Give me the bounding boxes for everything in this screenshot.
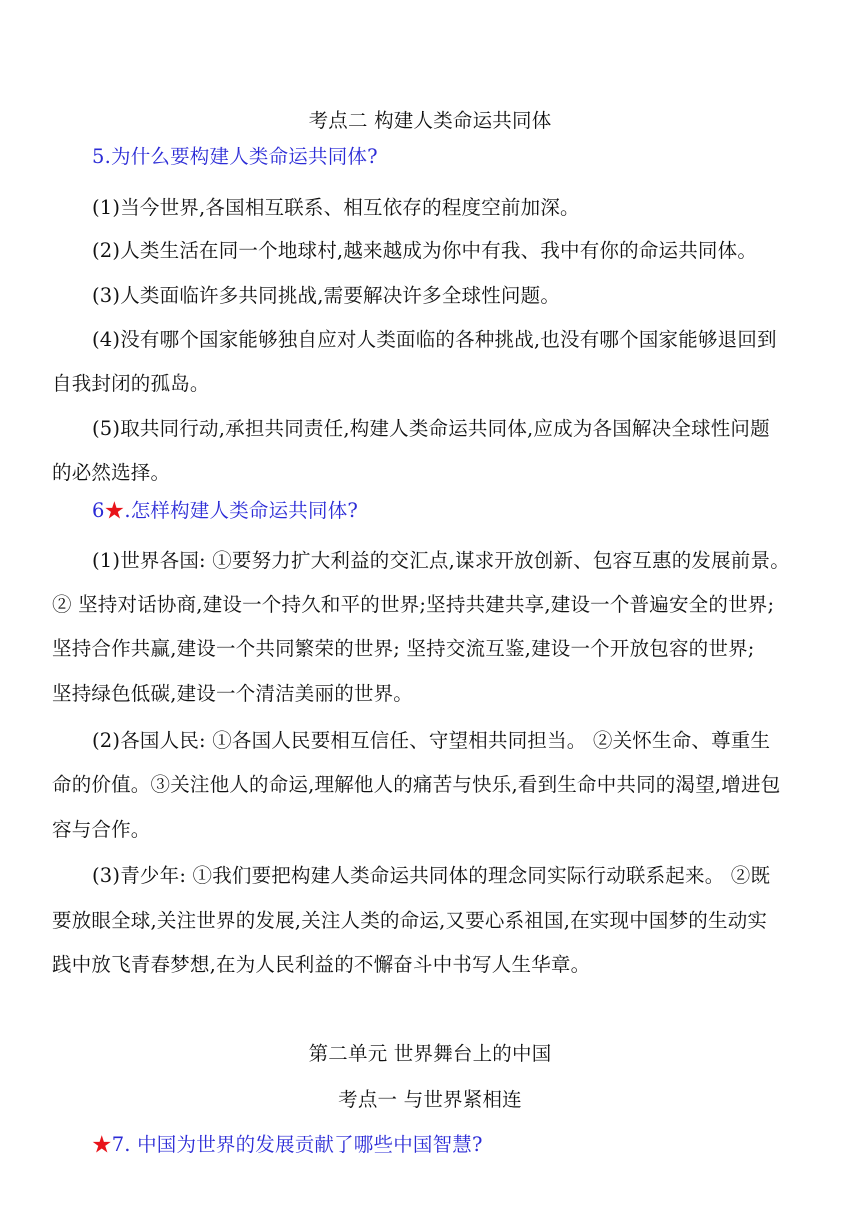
star-icon: ★ (92, 1133, 112, 1156)
answer-line: 坚持合作共赢,建设一个共同繁荣的世界; 坚持交流互鉴,建设一个开放包容的世界; (52, 637, 755, 660)
answer-line: 践中放飞青春梦想,在为人民利益的不懈奋斗中书写人生华章。 (52, 953, 591, 976)
answer-line: (3)人类面临许多共同挑战,需要解决许多全球性问题。 (92, 284, 561, 307)
answer-line: (1)世界各国: ①要努力扩大利益的交汇点,谋求开放创新、包容互惠的发展前景。 (92, 549, 790, 572)
answer-line: 的必然选择。 (52, 461, 171, 484)
answer-line: 坚持绿色低碳,建设一个清洁美丽的世界。 (52, 682, 413, 705)
answer-line: 命的价值。③关注他人的命运,理解他人的痛苦与快乐,看到生命中共同的渴望,增进包 (52, 773, 781, 796)
answer-line: ② 坚持对话协商,建设一个持久和平的世界;坚持共建共享,建设一个普遍安全的世界; (52, 593, 775, 616)
answer-line: 自我封闭的孤岛。 (52, 372, 210, 395)
topic-title: 考点一 与世界紧相连 (338, 1088, 522, 1111)
answer-line: 容与合作。 (52, 818, 151, 841)
answer-line: (2)人类生活在同一个地球村,越来越成为你中有我、我中有你的命运共同体。 (92, 239, 758, 262)
question-6 (92, 498, 852, 524)
answer-line: (1)当今世界,各国相互联系、相互依存的程度空前加深。 (92, 196, 580, 219)
answer-line: (4)没有哪个国家能够独自应对人类面临的各种挑战,也没有哪个国家能够退回到 (92, 328, 777, 351)
question-text: .怎样构建人类命运共同体? (124, 499, 359, 522)
section-title: 考点二 构建人类命运共同体 (308, 109, 552, 132)
answer-line: (5)取共同行动,承担共同责任,构建人类命运共同体,应成为各国解决全球性问题 (92, 417, 770, 440)
question-text: 7. 中国为世界的发展贡献了哪些中国智慧? (111, 1133, 483, 1156)
question-7 (92, 1132, 852, 1158)
star-icon: ★ (104, 499, 125, 522)
unit-title: 第二单元 世界舞台上的中国 (308, 1042, 552, 1065)
answer-line: (2)各国人民: ①各国人民要相互信任、守望相共同担当。 ②关怀生命、尊重生 (92, 729, 771, 752)
question-number: 6 (92, 499, 105, 522)
answer-line: (3)青少年: ①我们要把构建人类命运共同体的理念同实际行动联系起来。 ②既 (92, 864, 771, 887)
answer-line: 要放眼全球,关注世界的发展,关注人类的命运,又要心系祖国,在实现中国梦的生动实 (52, 909, 768, 932)
question-5: 5.为什么要构建人类命运共同体? (92, 145, 378, 168)
